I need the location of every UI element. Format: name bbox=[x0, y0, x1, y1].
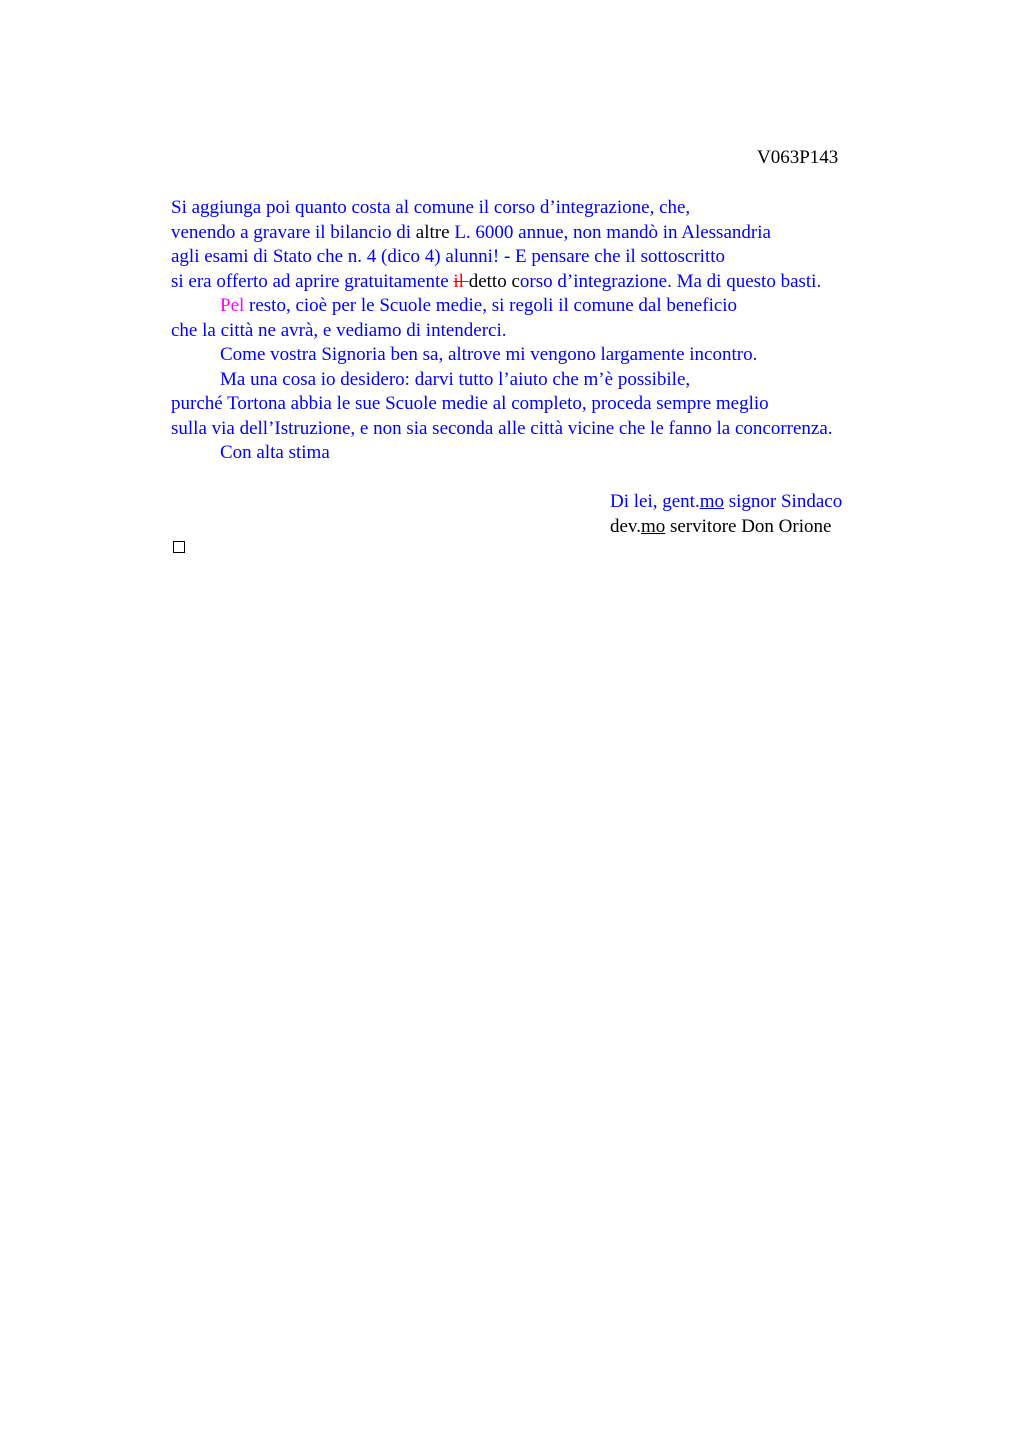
line-text: Si aggiunga poi quanto costa al comune il corso d’integrazione, che, bbox=[171, 197, 691, 218]
letter-line bbox=[171, 294, 931, 319]
closing-text: dev. bbox=[610, 515, 641, 537]
letter-line bbox=[171, 368, 931, 393]
line-text: Ma una cosa io desidero: darvi tutto l’aiuto che m’è possibile, bbox=[220, 368, 691, 390]
line-text: agli esami di Stato che n. 4 (dico 4) alunni! - E pensare che il sottoscritto bbox=[171, 246, 726, 267]
line-text: resto, cioè per le Scuole medie, si regoli il comune dal beneficio bbox=[244, 295, 738, 316]
letter-line bbox=[171, 417, 931, 442]
letter-line bbox=[171, 392, 931, 417]
inserted-word: altre bbox=[415, 221, 450, 243]
page-identifier: V063P143 bbox=[757, 147, 839, 168]
letter-line bbox=[171, 245, 931, 270]
closing-text: servitore Don Orione bbox=[665, 515, 832, 537]
line-text: L. 6000 annue, non mandò in Alessandria bbox=[449, 221, 771, 243]
line-text: orso d’integrazione. Ma di questo basti. bbox=[519, 270, 822, 292]
closing-text: Di lei, gent. bbox=[610, 491, 700, 512]
highlighted-word: Pel bbox=[220, 295, 245, 316]
letter-line bbox=[171, 270, 931, 295]
deleted-word: il bbox=[453, 270, 469, 292]
line-text: Con alta stima bbox=[220, 442, 330, 463]
line-text: venendo a gravare il bilancio di bbox=[171, 221, 416, 243]
closing-text: signor Sindaco bbox=[723, 491, 843, 512]
letter-line bbox=[171, 319, 931, 344]
closing-line bbox=[610, 490, 842, 515]
letter-body bbox=[171, 196, 931, 466]
line-text: purché Tortona abbia le sue Scuole medie al completo, proceda sempre meglio bbox=[171, 393, 769, 414]
line-text: Come vostra Signoria ben sa, altrove mi vengono largamente incontro. bbox=[220, 344, 758, 365]
line-text: sulla via dell’Istruzione, e non sia seconda alle città vicine che le fanno la concorrenza. bbox=[171, 417, 833, 439]
letter-line bbox=[171, 343, 931, 368]
line-text: si era offerto ad aprire gratuitamente bbox=[171, 270, 454, 292]
letter-line bbox=[171, 196, 931, 221]
line-text: che la città ne avrà, e vediamo di intenderci. bbox=[171, 319, 507, 341]
letter-closing bbox=[610, 490, 842, 539]
inserted-word: detto bbox=[468, 270, 507, 292]
letter-line bbox=[171, 221, 931, 246]
abbreviation-suffix: mo bbox=[699, 491, 724, 512]
inserted-letter: c bbox=[506, 270, 520, 292]
letter-line bbox=[171, 441, 931, 466]
signature-line bbox=[610, 515, 842, 540]
empty-checkbox-icon bbox=[173, 541, 185, 553]
abbreviation-suffix: mo bbox=[640, 515, 666, 537]
